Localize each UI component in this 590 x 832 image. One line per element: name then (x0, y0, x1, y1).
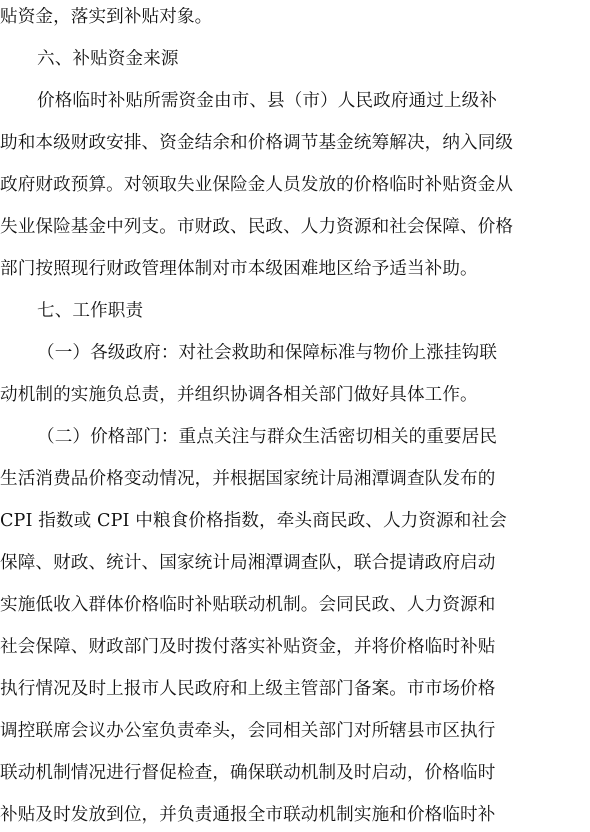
text-line: 部门按照现行财政管理体制对市本级困难地区给予适当补助。 (0, 259, 478, 279)
text-line: 贴资金，落实到补贴对象。 (0, 7, 213, 27)
text-line: 价格临时补贴所需资金由市、县（市）人民政府通过上级补 (37, 91, 498, 111)
text-line: 失业保险基金中列支。市财政、民政、人力资源和社会保障、价格 (0, 217, 514, 237)
text-line: （一）各级政府：对社会救助和保障标准与物价上涨挂钩联 (37, 343, 498, 363)
text-line: 保障、财政、统计、国家统计局湘潭调查队，联合提请政府启动 (0, 553, 496, 573)
text-line: 调控联席会议办公室负责牵头，会同相关部门对所辖县市区执行 (0, 721, 496, 741)
text-line: 动机制的实施负总责，并组织协调各相关部门做好具体工作。 (0, 385, 478, 405)
text-line: 助和本级财政安排、资金结余和价格调节基金统筹解决，纳入同级 (0, 133, 514, 153)
text-line: CPI 指数或 CPI 中粮食价格指数，牵头商民政、人力资源和社会 (0, 511, 507, 531)
section-heading: 六、补贴资金来源 (37, 49, 179, 69)
section-heading: 七、工作职责 (37, 301, 144, 321)
text-line: 社会保障、财政部门及时拨付落实补贴资金，并将价格临时补贴 (0, 637, 496, 657)
text-line: 补贴及时发放到位，并负责通报全市联动机制实施和价格临时补 (0, 805, 496, 825)
text-line: 联动机制情况进行督促检查，确保联动机制及时启动，价格临时 (0, 763, 496, 783)
text-line: 执行情况及时上报市人民政府和上级主管部门备案。市市场价格 (0, 679, 496, 699)
text-line: 政府财政预算。对领取失业保险金人员发放的价格临时补贴资金从 (0, 175, 514, 195)
text-line: 生活消费品价格变动情况，并根据国家统计局湘潭调查队发布的 (0, 469, 496, 489)
text-line: （二）价格部门：重点关注与群众生活密切相关的重要居民 (37, 427, 498, 447)
text-line: 实施低收入群体价格临时补贴联动机制。会同民政、人力资源和 (0, 595, 496, 615)
